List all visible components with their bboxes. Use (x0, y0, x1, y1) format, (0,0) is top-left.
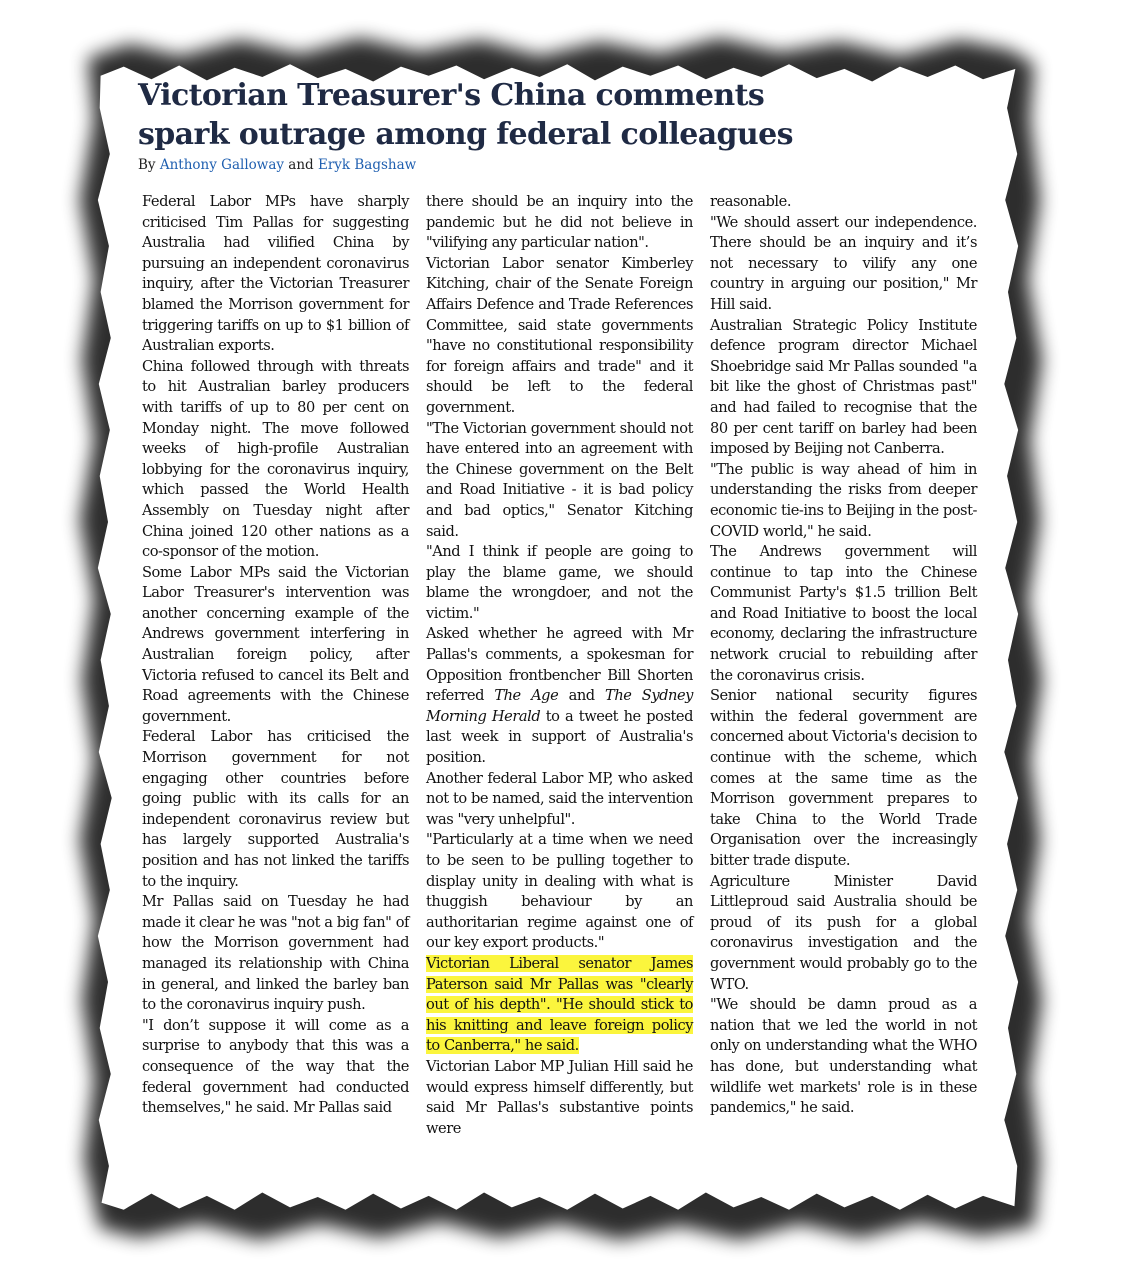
paragraph: "We should be damn proud as a nation that we led the world in not only on understanding what the WHO has done, but understanding what wildlife wet markets' role is in these pandemics," he said. (710, 996, 977, 1117)
paragraph: Federal Labor has criticised the Morrison government for not engaging other countries before going public with its calls for an independent coronavirus review but has largely supported Australia's position and has not linked the tariffs to the inquiry. (142, 728, 409, 890)
paragraph-text: and (568, 687, 595, 705)
article-headline (138, 76, 838, 154)
headline-line-1: Victorian Treasurer's China comments (138, 78, 765, 113)
article-column-1 (142, 192, 409, 1119)
paragraph: Some Labor MPs said the Victorian Labor Treasurer's intervention was another concerning example of the Andrews government interfering in Australian foreign policy, after Victoria refused to cancel its Belt and Road agreements with the Chinese government. (142, 563, 409, 725)
paragraph: Another federal Labor MP, who asked not to be named, said the intervention was "very unhelpful". (426, 769, 693, 828)
paragraph: Senior national security figures within the federal government are concerned about Victoria's decision to continue with the scheme, which comes at the same time as the Morrison government prepares to take China to the World Trade Organisation over the increasingly bitter trade dispute. (710, 687, 977, 869)
paragraph: reasonable. (710, 193, 792, 210)
paragraph: "And I think if people are going to play the blame game, we should blame the wrongdoer, and not the victim." (426, 543, 693, 622)
byline (138, 157, 416, 173)
author-link-eryk-bagshaw[interactable]: Eryk Bagshaw (317, 157, 417, 173)
byline-conjunction: and (288, 157, 314, 173)
paragraph: Federal Labor MPs have sharply criticised Tim Pallas for suggesting Australia had vilified China by pursuing an independent coronavirus inquiry, after the Victorian Treasurer blamed the Morrison government for triggering tariffs on up to $1 billion of Australian exports. (142, 193, 409, 355)
article-column-2 (426, 192, 693, 1139)
paragraph: The Andrews government will continue to tap into the Chinese Communist Party's $1.5 trillion Belt and Road Initiative to boost the local economy, declaring the infrastructure network crucial to rebuilding after the coronavirus crisis. (710, 543, 977, 684)
paragraph: "We should assert our independence. There should be an inquiry and it’s not necessary to vilify any one country in arguing our position," Mr Hill said. (710, 213, 977, 313)
paragraph: Agriculture Minister David Littleproud said Australia should be proud of its push for a global coronavirus investigation and the government would probably go to the WTO. (710, 872, 977, 993)
byline-prefix: By (138, 157, 156, 173)
paragraph: "Particularly at a time when we need to be seen to be pulling together to display unity in dealing with what is thuggish behaviour by an authoritarian regime against one of our key export products." (426, 831, 693, 952)
author-link-anthony-galloway[interactable]: Anthony Galloway (159, 157, 284, 173)
paragraph: "The Victorian government should not have entered into an agreement with the Chinese government on the Belt and Road Initiative - it is bad policy and bad optics," Senator Kitching said. (426, 419, 693, 540)
paragraph: there should be an inquiry into the pandemic but he did not believe in "vilifying any particular nation". (426, 193, 693, 252)
paragraph: "The public is way ahead of him in understanding the risks from deeper economic tie-ins to Beijing in the post-COVID world," he said. (710, 460, 977, 540)
paragraph: Victorian Labor MP Julian Hill said he would express himself differently, but said Mr Pallas's substantive points were (426, 1057, 693, 1137)
headline-line-2: spark outrage among federal colleagues (138, 117, 793, 152)
highlighted-paragraph (426, 954, 693, 1057)
paragraph-text: Asked whether he agreed with Mr Pallas's comments, a spokesman for Opposition frontbencher Bill Shorten referred (426, 625, 693, 705)
publication-name-the-age: The Age (494, 687, 559, 705)
paragraph (426, 624, 693, 768)
article-column-3 (710, 192, 977, 1119)
paragraph: China followed through with threats to hit Australian barley producers with tariffs of up to 80 per cent on Monday night. The move followed weeks of high-profile Australian lobbying for the coronavirus inquiry, which passed the World Health Assembly on Tuesday night after China joined 120 other nations as a co-sponsor of the motion. (142, 357, 409, 561)
highlighted-quote: Victorian Liberal senator James Paterson said Mr Pallas was "clearly out of his depth". "He should stick to his knitting and leave foreign policy to Canberra," he said. (426, 954, 693, 1055)
paragraph-text: to a tweet he posted last week in support of Australia's position. (426, 707, 693, 767)
paragraph: "I don’t suppose it will come as a surprise to anybody that this was a consequence of the way that the federal government had conducted themselves," he said. Mr Pallas said (142, 1016, 409, 1117)
publication-name-smh: The Sydney Morning Herald (426, 687, 693, 725)
paragraph: Victorian Labor senator Kimberley Kitching, chair of the Senate Foreign Affairs Defence and Trade References Committee, said state governments "have no constitutional responsibility for foreign affairs and trade" and it should be left to the federal government. (426, 254, 693, 416)
paragraph: Australian Strategic Policy Institute defence program director Michael Shoebridge said Mr Pallas sounded "a bit like the ghost of Christmas past" and had failed to recognise that the 80 per cent tariff on barley had been imposed by Beijing not Canberra. (710, 316, 977, 458)
paragraph: Mr Pallas said on Tuesday he had made it clear he was "not a big fan" of how the Morrison government had managed its relationship with China in general, and linked the barley ban to the coronavirus inquiry push. (142, 893, 409, 1014)
